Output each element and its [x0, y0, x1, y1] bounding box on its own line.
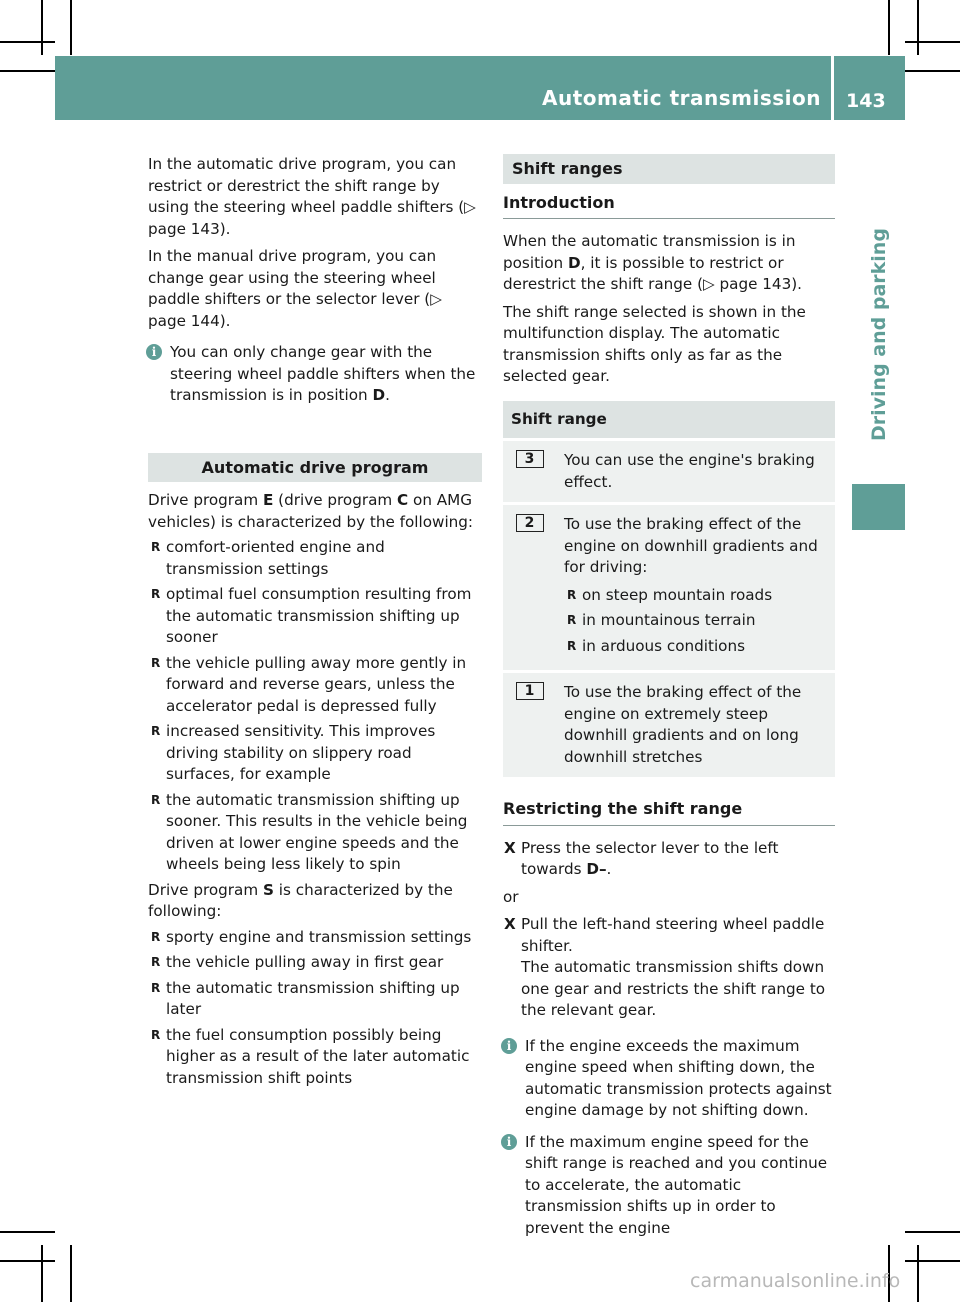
- crop-mark: [905, 70, 960, 72]
- gear-1-key-icon: 1: [516, 682, 544, 700]
- crop-mark: [41, 1245, 43, 1302]
- bullet-list: [148, 537, 482, 876]
- step-arrow-icon: X: [504, 838, 516, 857]
- info-note: i If the maximum engine speed for the shift range is reached and you continue to accelerate, the automatic transmission shifts up in order to prevent the engine: [503, 1132, 835, 1240]
- list-item: R optimal fuel consumption resulting from the automatic transmission shifting up sooner: [148, 584, 482, 649]
- page-number: 143: [846, 90, 886, 112]
- crop-mark: [0, 1260, 55, 1262]
- list-item: R the vehicle pulling away more gently in forward and reverse gears, unless the accelerator pedal is depressed fully: [148, 653, 482, 718]
- info-icon: i: [501, 1038, 517, 1054]
- step-arrow-icon: X: [504, 915, 516, 933]
- right-column: [503, 154, 835, 1245]
- side-tab-label: Driving and parking: [868, 228, 890, 441]
- step: X Press the selector lever to the left towards D–.: [504, 838, 779, 878]
- list-item: R the automatic transmission shifting up sooner. This results in the vehicle being driven at lower engine speeds and the wheels being less likely to spin: [148, 790, 482, 876]
- bullet-list: [564, 585, 827, 658]
- info-note: i If the engine exceeds the maximum engine speed when shifting down, the automatic transmission protects against engine damage by not shifting down.: [503, 1036, 835, 1122]
- list-item: R in arduous conditions: [564, 636, 827, 658]
- list-item: R the automatic transmission shifting up later: [148, 978, 482, 1021]
- list-item: R in mountainous terrain: [564, 610, 827, 632]
- watermark: carmanualsonline.info: [690, 1270, 901, 1292]
- list-item: R the fuel consumption possibly being higher as a result of the later automatic transmission shift points: [148, 1025, 482, 1090]
- table-row: [503, 441, 835, 502]
- crop-mark: [917, 1245, 919, 1302]
- paragraph: Drive program S is characterized by the following:: [148, 880, 453, 920]
- crop-mark: [0, 70, 55, 72]
- table-cell: To use the braking effect of the engine on extremely steep downhill gradients and on long downhill stretches: [556, 673, 835, 777]
- paragraph: Drive program E (drive program C on AMG vehicles) is characterized by the following:: [148, 491, 474, 531]
- list-item: R comfort-oriented engine and transmission settings: [148, 537, 482, 580]
- paragraph: or: [503, 887, 519, 906]
- subsection-heading: Introduction: [503, 192, 835, 220]
- crop-mark: [917, 0, 919, 55]
- table-cell: You can use the engine's braking effect.: [556, 441, 835, 502]
- crop-mark: [905, 1260, 960, 1262]
- paragraph: When the automatic transmission is in position D, it is possible to restrict or derestrict the shift range (▷ page 143).: [503, 232, 802, 293]
- paragraph: In the automatic drive program, you can restrict or derestrict the shift range by using the steering wheel paddle shifters (▷ page 143).: [148, 155, 476, 238]
- list-item: R on steep mountain roads: [564, 585, 827, 607]
- left-column: [148, 154, 482, 1093]
- info-icon: i: [146, 344, 162, 360]
- paragraph: The shift range selected is shown in the multifunction display. The automatic transmission shifts only as far as the selected gear.: [503, 302, 806, 385]
- table-cell: To use the braking effect of the engine on downhill gradients and for driving: R on steep mountain roads R in mountainous terrain R in arduous conditions: [556, 505, 835, 670]
- subsection-heading: Restricting the shift range: [503, 798, 835, 826]
- gear-2-key-icon: 2: [516, 514, 544, 532]
- list-item: R increased sensitivity. This improves driving stability on slippery road surfaces, for example: [148, 721, 482, 786]
- crop-mark: [41, 0, 43, 55]
- list-item: R the vehicle pulling away in first gear: [148, 952, 482, 974]
- table-header: Shift range: [503, 401, 835, 439]
- crop-mark: [888, 0, 890, 55]
- crop-mark: [70, 1245, 72, 1302]
- crop-mark: [0, 1231, 55, 1233]
- side-tab-block: [852, 484, 905, 530]
- side-tab: [850, 228, 910, 450]
- gear-3-key-icon: 3: [516, 450, 544, 468]
- page-title: Automatic transmission: [542, 86, 821, 110]
- table-row: [503, 673, 835, 777]
- bullet-list: [148, 927, 482, 1090]
- paragraph: In the manual drive program, you can change gear using the steering wheel paddle shifters or the selector lever (▷ page 144).: [148, 247, 442, 330]
- crop-mark: [905, 41, 960, 43]
- section-heading: Automatic drive program: [148, 453, 482, 483]
- list-item: R sporty engine and transmission settings: [148, 927, 482, 949]
- crop-mark: [70, 0, 72, 55]
- table-row: [503, 505, 835, 670]
- step: X Pull the left-hand steering wheel paddle shifter. The automatic transmission shifts down one gear and restricts the shift range to the relevant gear.: [504, 915, 826, 1019]
- section-heading: Shift ranges: [503, 154, 835, 184]
- info-icon: i: [501, 1134, 517, 1150]
- crop-mark: [0, 41, 55, 43]
- shift-range-table: [503, 398, 835, 781]
- info-note: i You can only change gear with the steering wheel paddle shifters when the transmission is in position D.: [148, 342, 482, 407]
- crop-mark: [905, 1231, 960, 1233]
- header-separator: [831, 56, 834, 120]
